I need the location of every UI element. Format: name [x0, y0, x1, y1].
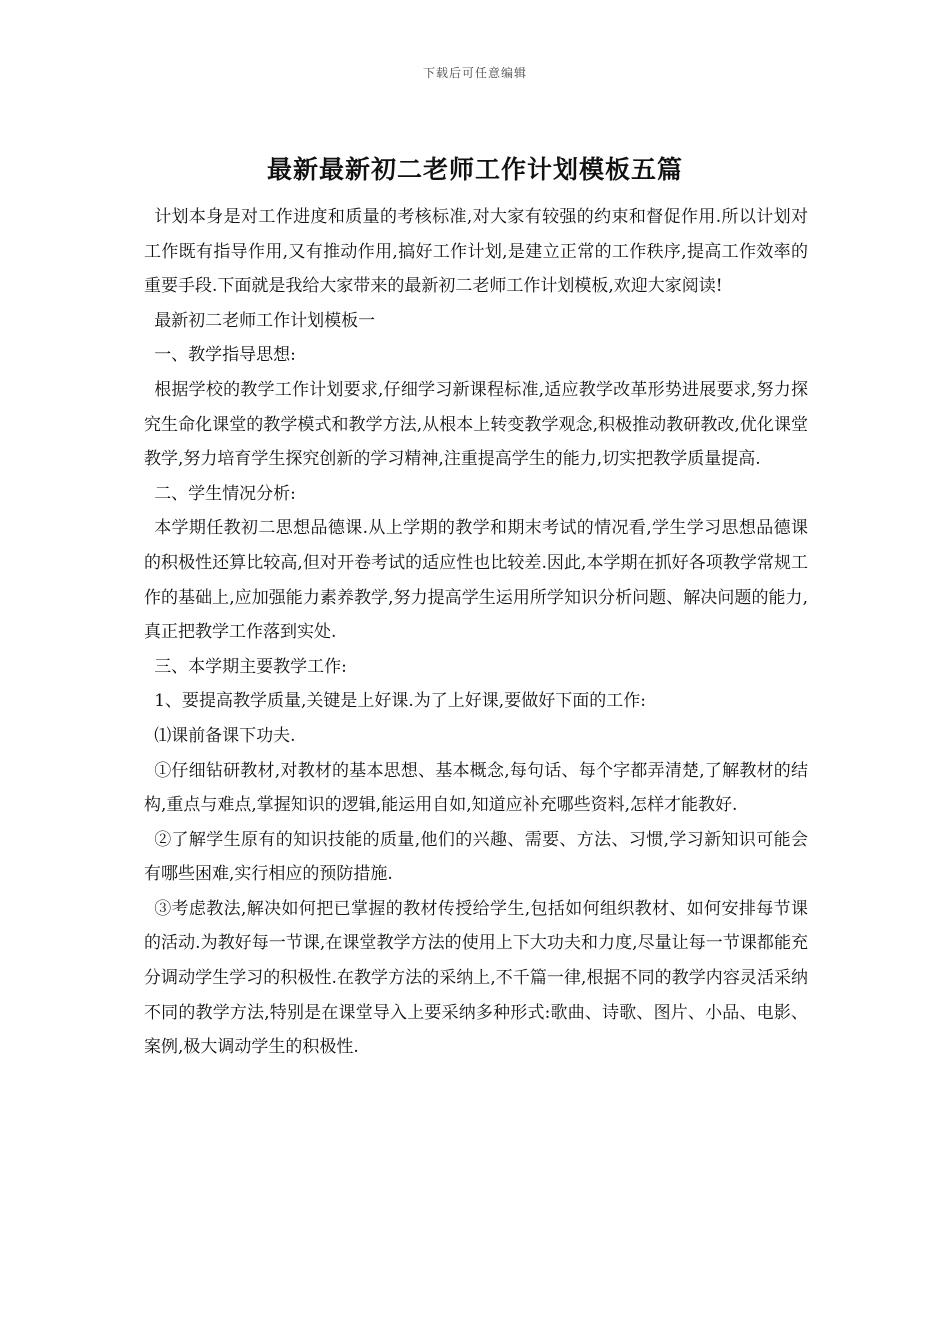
- paragraph-student-analysis: 本学期任教初二思想品德课.从上学期的教学和期末考试的情况看,学生学习思想品德课的积极性还算比较高,但对开卷考试的适应性也比较差.因此,本学期在抓好各项教学常规工作的基础上,应加强能力素养教学,努力提高学生运用所学知识分析问题、解决问题的能力,真正把教学工作落到实处.: [144, 518, 808, 643]
- header-note: 下载后可任意编辑: [422, 66, 527, 80]
- list-item-1: 1、要提高教学质量,关键是上好课.为了上好课,要做好下面的工作:: [154, 691, 646, 712]
- section-heading-template-one: 最新初二老师工作计划模板一: [154, 310, 376, 331]
- point-item-3: ③考虑教法,解决如何把已掌握的教材传授给学生,包括如何组织教材、如何安排每节课的活动.为教好每一节课,在课堂教学方法的使用上下大功夫和力度,尽量让每一节课都能充分调动学生学习的积极性.在教学方法的采纳上,不千篇一律,根据不同的教学内容灵活采纳不同的教学方法,特别是在课堂导入上要采纳多种形式:歌曲、诗歌、图片、小品、电影、案例,极大调动学生的积极性.: [144, 898, 808, 1058]
- paragraph-intro: 计划本身是对工作进度和质量的考核标准,对大家有较强的约束和督促作用.所以计划对工作既有指导作用,又有推动作用,搞好工作计划,是建立正常的工作秩序,提高工作效率的重要手段.下面就是我给大家带来的最新初二老师工作计划模板,欢迎大家阅读!: [144, 207, 808, 297]
- heading-student-analysis: 二、学生情况分析:: [154, 483, 296, 504]
- document-title: 最新最新初二老师工作计划模板五篇: [266, 155, 683, 184]
- sub-item-1: ⑴课前备课下功夫.: [154, 725, 296, 746]
- heading-teaching-philosophy: 一、教学指导思想:: [154, 345, 296, 366]
- document-body: [144, 200, 808, 1065]
- paragraph-teaching-philosophy: 根据学校的教学工作计划要求,仔细学习新课程标准,适应教学改革形势进展要求,努力探究生命化课堂的教学模式和教学方法,从根本上转变教学观念,积极推动教研教改,优化课堂教学,努力培育学生探究创新的学习精神,注重提高学生的能力,切实把教学质量提高.: [144, 379, 808, 470]
- heading-main-work: 三、本学期主要教学工作:: [154, 656, 347, 677]
- point-item-1: ①仔细钻研教材,对教材的基本思想、基本概念,每句话、每个字都弄清楚,了解教材的结构,重点与难点,掌握知识的逻辑,能运用自如,知道应补充哪些资料,怎样才能教好.: [144, 760, 808, 816]
- point-item-2: ②了解学生原有的知识技能的质量,他们的兴趣、需要、方法、习惯,学习新知识可能会有哪些困难,实行相应的预防措施.: [144, 829, 808, 885]
